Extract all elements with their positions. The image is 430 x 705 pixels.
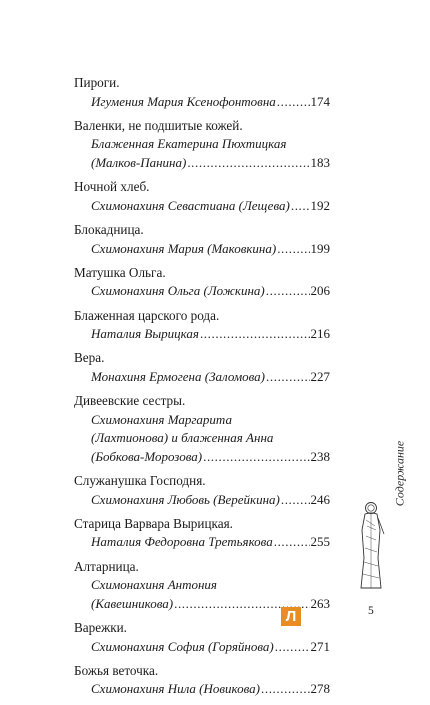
toc-entry-author-line [74, 282, 330, 301]
toc-entry-page: 227 [310, 368, 330, 384]
toc-entry-page: 263 [310, 595, 330, 611]
toc-entry-author: (Малков-Панина) [91, 154, 187, 170]
toc-entry-author: Схимонахиня Любовь (Верейкина) [91, 491, 280, 507]
toc-entry-page: 206 [310, 283, 330, 299]
toc-entry-author: Схимонахиня София (Горяйнова) [91, 638, 274, 654]
toc-entry [74, 74, 330, 111]
toc-entry-page: 192 [310, 197, 330, 213]
toc-entry [74, 662, 330, 699]
toc-entry-author: Игумения Мария Ксенофонтовна [91, 93, 276, 109]
toc-entry-title: Блокадница. [74, 221, 144, 237]
toc-entry-title: Блаженная царского рода. [74, 307, 220, 323]
toc-entry-author-line [74, 197, 330, 216]
toc-entry [74, 472, 330, 509]
toc-entry-author-line [74, 680, 330, 699]
dot-leader [266, 368, 309, 387]
toc-entry-author: Схимонахиня Мария (Маковкина) [91, 240, 277, 256]
toc-entry-author-line [74, 533, 330, 552]
toc-entry-page: 278 [310, 681, 330, 697]
toc-entry-title: Пироги. [74, 75, 120, 90]
dot-leader [275, 638, 310, 657]
toc-entry-page: 183 [310, 154, 330, 170]
toc-entry-author: (Бобкова-Морозова) [91, 448, 203, 464]
toc-entry-page: 174 [310, 93, 330, 109]
toc-entry-author: Блаженная Екатерина Пюхтицкая [91, 136, 287, 152]
toc-entry-author: Наталия Вырицкая [91, 326, 199, 342]
dot-leader [291, 197, 310, 216]
toc-entry-title: Божья веточка. [74, 662, 159, 678]
dot-leader [281, 491, 310, 510]
toc-entry-title: Служанушка Господня. [74, 473, 206, 489]
toc-entry [74, 349, 330, 386]
toc-entry-author-line [74, 325, 330, 344]
toc-entry [74, 307, 330, 344]
toc-entry-page: 255 [310, 534, 330, 550]
toc-entry [74, 221, 330, 258]
toc-entry [74, 392, 330, 466]
dot-leader [203, 448, 309, 467]
dot-leader [266, 282, 310, 301]
toc-entry [74, 515, 330, 552]
dot-leader [274, 533, 310, 552]
toc-entry-author-line [74, 154, 330, 173]
toc-entry-author-line [74, 240, 330, 259]
toc-entry [74, 264, 330, 301]
toc-entry-page: 216 [310, 326, 330, 342]
toc-entry-author-line [74, 93, 330, 112]
toc-entry-title: Вера. [74, 350, 105, 366]
toc-entry-title: Валенки, не подшитые кожей. [74, 117, 243, 133]
dot-leader [277, 93, 310, 112]
section-label: Содержание [392, 440, 407, 507]
toc-entry-title: Дивеевские сестры. [74, 393, 186, 409]
toc-entry [74, 558, 330, 614]
toc-entry-author: Схимонахиня Нила (Новикова) [91, 681, 260, 697]
dot-leader [200, 325, 310, 344]
toc-entry-author: Схимонахиня Севастиана (Лещева) [91, 197, 290, 213]
toc-entry-author: Схимонахиня Ольга (Ложкина) [91, 283, 265, 299]
page-number: 5 [368, 605, 374, 617]
toc-entry-author: Схимонахиня Антония [91, 577, 217, 593]
toc-entry-page: 199 [310, 240, 330, 256]
saint-figure-icon [354, 500, 388, 592]
toc-entry-title: Ночной хлеб. [74, 179, 150, 195]
publisher-logo-icon: Л [281, 607, 301, 626]
toc-entry-title: Старица Варвара Вырицкая. [74, 515, 233, 531]
dot-leader [187, 154, 309, 173]
toc-entry-page: 238 [310, 448, 330, 464]
toc-entry-page: 246 [310, 491, 330, 507]
toc-entry-title: Варежки. [74, 619, 127, 635]
toc-entry-author-line [74, 638, 330, 657]
toc-entry-author: Схимонахиня Маргарита [91, 411, 232, 427]
toc-entry-author: Монахиня Ермогена (Заломова) [91, 368, 266, 384]
toc-entry-page: 271 [310, 638, 330, 654]
dot-leader [261, 680, 310, 699]
toc-entry [74, 117, 330, 173]
toc-entry-author-line [74, 448, 330, 467]
toc-entry-title: Алтарница. [74, 558, 139, 574]
toc-entry-author: (Кавешникова) [91, 595, 174, 611]
toc-entry-author: Наталия Федоровна Третьякова [91, 534, 273, 550]
toc-entry-author-line [74, 368, 330, 387]
dot-leader [277, 240, 309, 259]
toc-entry [74, 178, 330, 215]
toc-entry-author-line [74, 491, 330, 510]
toc-entry-title: Матушка Ольга. [74, 264, 166, 280]
toc-entry-author: (Лахтионова) и блаженная Анна [91, 430, 274, 446]
